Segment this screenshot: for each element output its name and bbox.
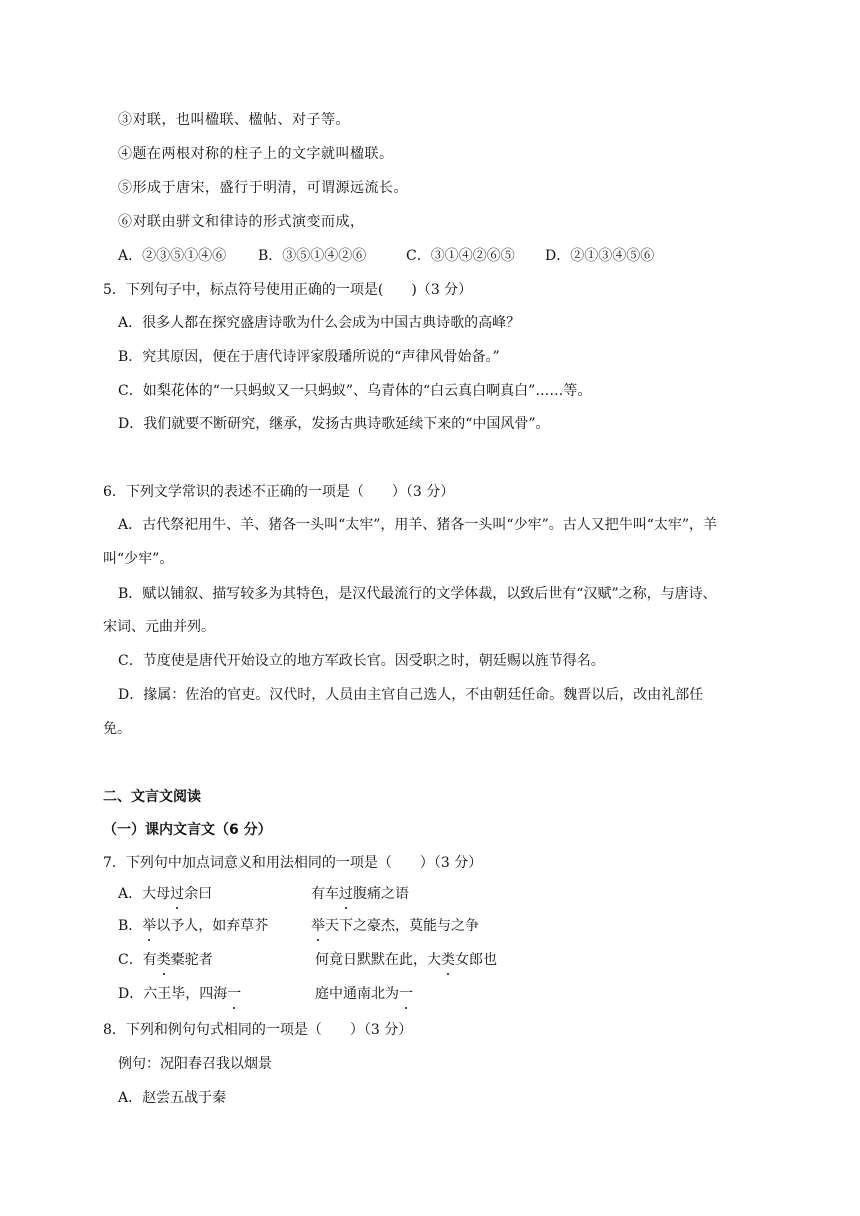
q5-option-b: B．究其原因，便在于唐代诗评家殷璠所说的“声律风骨始备。” [118, 349, 500, 365]
emphasis-dot-word: 举 [311, 918, 325, 934]
q6-option-a-line2: 叫“少牢”。 [103, 551, 174, 567]
q7-option-c-right: 何竟日默默在此，大类女郎也 [315, 952, 497, 968]
q7-option-d-right: 庭中通南北为一 [315, 986, 413, 1002]
q7-option-a-right: 有车过腹痛之语 [311, 886, 409, 902]
q4-option-b: B．③⑤①④②⑥ [258, 248, 367, 264]
section-title: 二、文言文阅读 [103, 789, 201, 805]
q5-option-d: D．我们就要不断研究，继承，发扬古典诗歌延续下来的“中国风骨”。 [118, 416, 550, 432]
q7-stem: 7．下列句中加点词意义和用法相同的一项是（ ）（3 分） [103, 855, 483, 871]
q8-option-a: A．赵尝五战于秦 [118, 1090, 227, 1106]
q4-option-c: C．③①④②⑥⑤ [406, 248, 515, 264]
q8-stem: 8．下列和例句句式相同的一项是（ ）（3 分） [103, 1022, 413, 1038]
emphasis-dot-word: 类 [156, 952, 171, 968]
q4-item-6: ⑥对联由骈文和律诗的形式演变而成， [118, 214, 365, 230]
q4-item-5: ⑤形成于唐宋，盛行于明清，可谓源远流长。 [118, 180, 408, 196]
q5-option-c: C．如梨花体的“一只蚂蚁又一只蚂蚁”、乌青体的“白云真白啊真白”……等。 [118, 383, 592, 399]
q7-option-d-left: D．六王毕，四海一 [118, 986, 242, 1002]
q4-option-a: A．②③⑤①④⑥ [118, 248, 227, 264]
q7-option-b-left: B．举以予人，如弃草芥 [118, 918, 269, 934]
q6-option-d-line1: D．掾属：佐治的官吏。汉代时，人员由主官自己选人，不由朝廷任命。魏晋以后，改由礼部任 [118, 687, 704, 703]
q6-option-a-line1: A．古代祭祀用牛、羊、猪各一头叫“太牢”，用羊、猪各一头叫“少牢”。古人又把牛叫“太牢”，羊 [118, 517, 718, 533]
emphasis-dot-word: 举 [142, 918, 157, 934]
emphasis-dot-word: 一 [399, 986, 413, 1002]
q8-example: 例句：况阳春召我以烟景 [118, 1056, 272, 1072]
emphasis-dot-word: 过 [339, 886, 353, 902]
q6-option-b-line2: 宋词、元曲并列。 [103, 619, 215, 635]
emphasis-dot-word: 类 [441, 952, 455, 968]
q7-option-c-left: C．有类橐驼者 [118, 952, 213, 968]
q5-option-a: A．很多人都在探究盛唐诗歌为什么会成为中国古典诗歌的高峰？ [118, 315, 521, 331]
q6-option-b-line1: B．赋以铺叙、描写较多为其特色，是汉代最流行的文学体裁，以致后世有“汉赋”之称，与唐诗、 [118, 586, 717, 602]
q4-item-4: ④题在两根对称的柱子上的文字就叫楹联。 [118, 146, 394, 162]
q7-option-b-right: 举天下之豪杰，莫能与之争 [311, 918, 479, 934]
q6-option-d-line2: 免。 [103, 721, 131, 737]
q6-stem: 6．下列文学常识的表述不正确的一项是（ ）（3 分） [103, 484, 455, 500]
section-subtitle: （一）课内文言文（6 分） [103, 822, 272, 838]
q7-option-a-left: A．大母过余曰 [118, 886, 213, 902]
emphasis-dot-word: 一 [227, 986, 242, 1002]
emphasis-dot-word: 过 [170, 886, 185, 902]
q4-item-3: ③对联，也叫楹联、楹帖、对子等。 [118, 112, 350, 128]
q4-option-d: D．②①③④⑤⑥ [545, 248, 655, 264]
q6-option-c: C．节度使是唐代开始设立的地方军政长官。因受职之时，朝廷赐以旌节得名。 [118, 653, 605, 669]
q5-stem: 5．下列句子中，标点符号使用正确的一项是( )（3 分） [103, 282, 473, 298]
